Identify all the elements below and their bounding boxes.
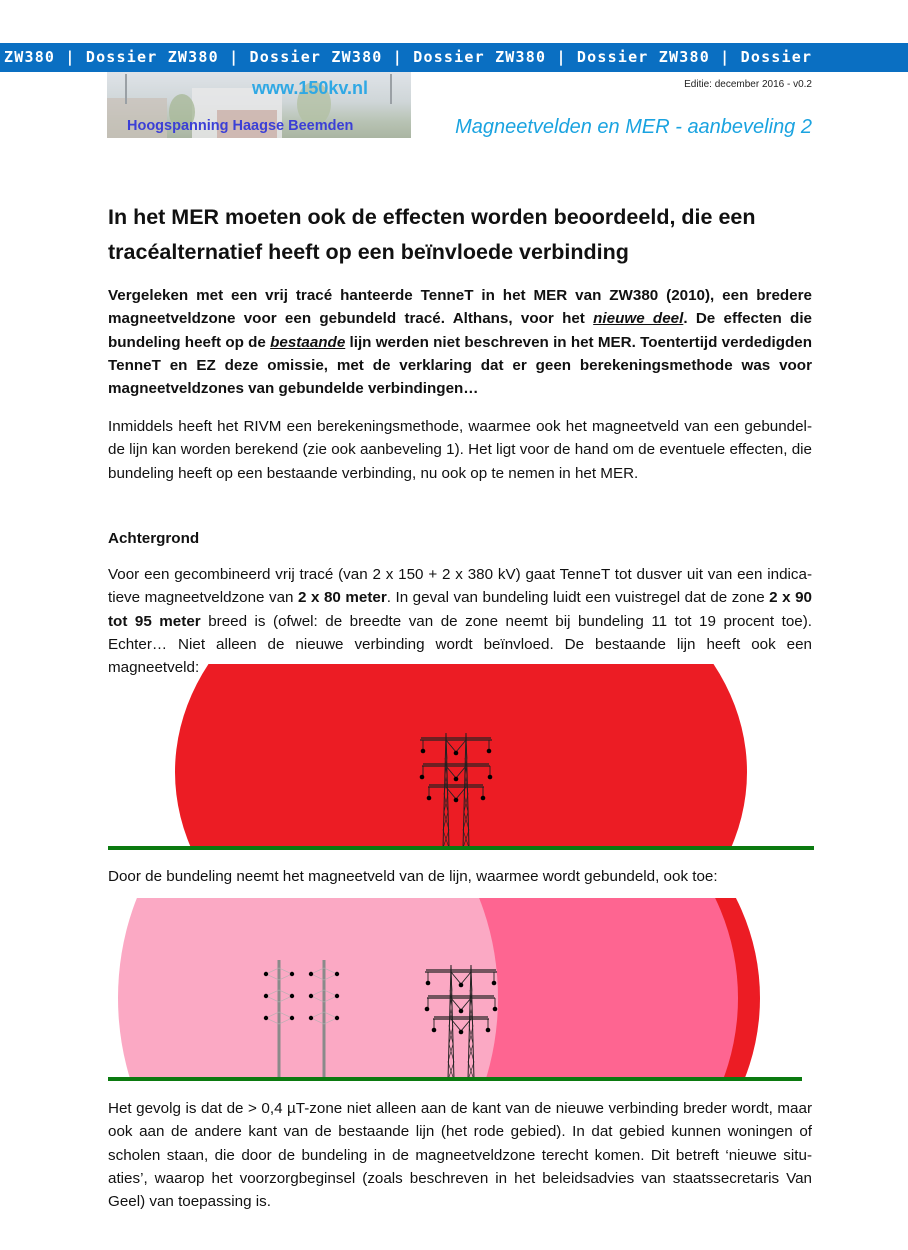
logo-pylon-icon <box>390 74 392 104</box>
magnetic-field-zone-new-line <box>118 898 498 1085</box>
zone-width-bundled: 2 x 90 tot 95 meter <box>108 589 812 630</box>
paragraph-consequence: Het gevolg is dat de > 0,4 µT-zone niet alleen aan de kant van de nieuwe verbinding breder wordt, maar ook aan de andere kant van de bestaande lijn (het rode gebied). In dat gebied kunnen woningen of scholen staan, die door de bundeling in de magneetveldzone terecht komen. Dit betreft ‘nieuwe situaties’, waarop het voorzorgbeginsel (zoals beschreven in het beleidsadvies van staatssecretaris Van Geel) van toepassing is. <box>108 1100 812 1211</box>
page-headline: In het MER moeten ook de effecten worden beoordeeld, die een tracéalternatief heeft op een beïnvloede verbinding <box>108 205 756 264</box>
document-subtitle: Magneetvelden en MER - aanbeveling 2 <box>455 116 812 138</box>
paragraph-rivm: Inmiddels heeft het RIVM een berekeningsmethode, waarmee ook het magneetveld van een gebundelde lijn kan worden berekend (zie ook aanbeveling 1). Het ligt voor de hand om de eventuele effecten, die bundeling heeft op een bestaande verbinding, nu ook op te nemen in het MER. <box>108 418 812 482</box>
paragraph-bundling: Door de bundeling neemt het magneetveld van de lijn, waarmee wordt gebundeld, ook toe: <box>108 868 718 885</box>
paragraph-background <box>108 563 812 679</box>
lead-text: . De effecten die bundeling heeft op de <box>108 310 812 351</box>
edition-label: Editie: december 2016 - v0.2 <box>684 79 812 90</box>
ground-line <box>108 846 814 850</box>
lead-text: lijn werden niet beschreven in het MER. Toentertijd verdedigden TenneT en EZ deze omissie, met de verklaring dat er geen berekeningsmethode was voor magneetveldzones van gebundelde verbindingen… <box>108 333 812 398</box>
logo-url: www.150kv.nl <box>252 78 369 98</box>
diagram-existing-line-field <box>108 664 814 852</box>
dossier-banner <box>0 43 908 72</box>
lead-emphasis-existing: bestaande <box>270 333 346 351</box>
lead-paragraph <box>108 284 812 400</box>
site-logo[interactable] <box>107 72 411 138</box>
ground-line <box>108 1077 802 1081</box>
paragraph-text: breed is (ofwel: de breedte van de zone neemt bij bundeling 11 tot 19 procent toe). Echter… Niet alleen de nieuwe verbinding wordt beïnvloed. De bestaande lijn heeft ook een magneetveld: <box>108 612 812 677</box>
paragraph-text: Voor een gecombineerd vrij tracé (van 2 x 150 + 2 x 380 kV) gaat TenneT tot dusver uit van een indicatieve magneetveldzone van <box>108 566 812 607</box>
zone-width-free: 2 x 80 meter <box>298 589 387 607</box>
section-heading-achtergrond: Achtergrond <box>108 530 200 547</box>
paragraph-text: . In geval van bundeling luidt een vuistregel dat de zone <box>386 589 770 607</box>
banner-text: ZW380 | Dossier ZW380 | Dossier ZW380 | Dossier ZW380 | Dossier ZW380 | Dossier <box>4 48 813 66</box>
diagram-bundled-field <box>108 898 814 1085</box>
logo-pylon-icon <box>125 74 127 104</box>
magnetic-field-zone-existing <box>175 664 747 852</box>
logo-name: Hoogspanning Haagse Beemden <box>127 118 354 134</box>
lead-emphasis-new-part: nieuwe deel <box>593 310 684 328</box>
lead-text: Vergeleken met een vrij tracé hanteerde TenneT in het MER van ZW380 (2010), een bredere magneetveldzone voor een gebundeld tracé. Althans, voor het <box>108 287 812 328</box>
